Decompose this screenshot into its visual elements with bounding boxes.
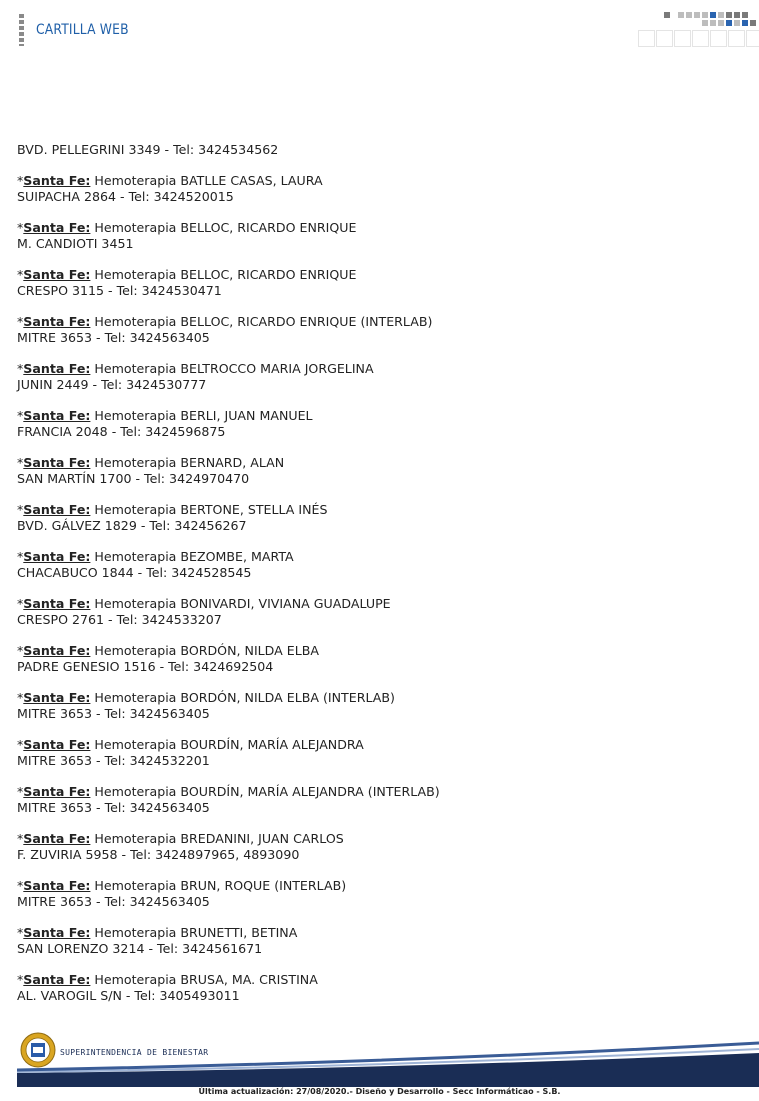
entry-specialty: Hemoterapia BELLOC, RICARDO ENRIQUE xyxy=(94,219,357,235)
entry-title-line: *Santa Fe: Hemoterapia BORDÓN, NILDA ELBA (INTERLAB) xyxy=(17,689,395,705)
page-header xyxy=(0,0,759,60)
entry-address: M. CANDIOTI 3451 xyxy=(17,236,134,251)
entry-title-line: *Santa Fe: Hemoterapia BELLOC, RICARDO ENRIQUE xyxy=(17,219,357,235)
list-item xyxy=(17,220,737,253)
entry-address: FRANCIA 2048 - Tel: 3424596875 xyxy=(17,424,226,439)
entry-title-line: *Santa Fe: Hemoterapia BORDÓN, NILDA ELBA xyxy=(17,642,319,658)
list-item xyxy=(17,314,737,347)
entry-title-line: *Santa Fe: Hemoterapia BERTONE, STELLA INÉS xyxy=(17,501,328,517)
entry-province: Santa Fe: xyxy=(23,642,91,658)
entry-address: CHACABUCO 1844 - Tel: 3424528545 xyxy=(17,565,252,580)
entry-specialty: Hemoterapia BRUNETTI, BETINA xyxy=(94,924,298,940)
page-footer xyxy=(0,1025,759,1101)
list-item xyxy=(17,831,737,864)
entry-province: Santa Fe: xyxy=(23,407,91,423)
entry-title-line: *Santa Fe: Hemoterapia BERLI, JUAN MANUEL xyxy=(17,407,313,423)
entry-province: Santa Fe: xyxy=(23,595,91,611)
listing-entries xyxy=(17,173,737,1005)
page-title: CARTILLA WEB xyxy=(36,22,129,38)
entry-specialty: Hemoterapia BEZOMBE, MARTA xyxy=(94,548,294,564)
seal-logo-icon xyxy=(20,1032,56,1068)
entry-address: SUIPACHA 2864 - Tel: 3424520015 xyxy=(17,189,234,204)
entry-province: Santa Fe: xyxy=(23,924,91,940)
entry-address: MITRE 3653 - Tel: 3424563405 xyxy=(17,800,210,815)
entry-specialty: Hemoterapia BORDÓN, NILDA ELBA xyxy=(94,642,319,658)
entry-specialty: Hemoterapia BRUSA, MA. CRISTINA xyxy=(94,971,318,987)
list-item xyxy=(17,408,737,441)
entry-specialty: Hemoterapia BRUN, ROQUE (INTERLAB) xyxy=(94,877,347,893)
entry-specialty: Hemoterapia BELTROCCO MARIA JORGELINA xyxy=(94,360,374,376)
entry-specialty: Hemoterapia BERNARD, ALAN xyxy=(94,454,285,470)
list-item xyxy=(17,361,737,394)
list-item xyxy=(17,690,737,723)
entry-address: PADRE GENESIO 1516 - Tel: 3424692504 xyxy=(17,659,274,674)
entry-specialty: Hemoterapia BELLOC, RICARDO ENRIQUE (INTERLAB) xyxy=(94,313,433,329)
entry-province: Santa Fe: xyxy=(23,172,91,188)
list-item xyxy=(17,972,737,1005)
list-item xyxy=(17,455,737,488)
entry-title-line: *Santa Fe: Hemoterapia BELLOC, RICARDO ENRIQUE (INTERLAB) xyxy=(17,313,433,329)
entry-province: Santa Fe: xyxy=(23,783,91,799)
footer-update-text: Última actualización: 27/08/2020.- Diseño y Desarrollo - Secc Informáticao - S.B. xyxy=(198,1087,561,1096)
entry-address: MITRE 3653 - Tel: 3424563405 xyxy=(17,706,210,721)
list-item xyxy=(17,737,737,770)
entry-province: Santa Fe: xyxy=(23,219,91,235)
entry-title-line: *Santa Fe: Hemoterapia BRUN, ROQUE (INTERLAB) xyxy=(17,877,347,893)
entry-specialty: Hemoterapia BOURDÍN, MARÍA ALEJANDRA xyxy=(94,736,364,752)
entry-specialty: Hemoterapia BONIVARDI, VIVIANA GUADALUPE xyxy=(94,595,391,611)
entry-address: AL. VAROGIL S/N - Tel: 3405493011 xyxy=(17,988,240,1003)
entry-address: BVD. GÁLVEZ 1829 - Tel: 342456267 xyxy=(17,518,247,533)
entry-address: JUNIN 2449 - Tel: 3424530777 xyxy=(17,377,207,392)
entry-address: F. ZUVIRIA 5958 - Tel: 3424897965, 4893090 xyxy=(17,847,300,862)
list-item xyxy=(17,878,737,911)
list-item xyxy=(17,549,737,582)
footer-org-name: SUPERINTENDENCIA DE BIENESTAR xyxy=(60,1048,209,1057)
list-item xyxy=(17,643,737,676)
list-item xyxy=(17,502,737,535)
entry-address: MITRE 3653 - Tel: 3424563405 xyxy=(17,894,210,909)
list-item xyxy=(17,925,737,958)
entry-address: CRESPO 3115 - Tel: 3424530471 xyxy=(17,283,222,298)
header-bar-icon xyxy=(19,14,24,46)
entry-province: Santa Fe: xyxy=(23,313,91,329)
entry-title-line: *Santa Fe: Hemoterapia BOURDÍN, MARÍA ALEJANDRA xyxy=(17,736,364,752)
entry-province: Santa Fe: xyxy=(23,266,91,282)
entry-province: Santa Fe: xyxy=(23,971,91,987)
entry-province: Santa Fe: xyxy=(23,830,91,846)
entry-province: Santa Fe: xyxy=(23,454,91,470)
entry-province: Santa Fe: xyxy=(23,736,91,752)
entry-title-line: *Santa Fe: Hemoterapia BRUNETTI, BETINA xyxy=(17,924,298,940)
pixel-pattern-icon xyxy=(634,12,759,48)
entry-title-line: *Santa Fe: Hemoterapia BONIVARDI, VIVIANA GUADALUPE xyxy=(17,595,391,611)
entry-specialty: Hemoterapia BORDÓN, NILDA ELBA (INTERLAB) xyxy=(94,689,395,705)
entry-address: MITRE 3653 - Tel: 3424532201 xyxy=(17,753,210,768)
entry-province: Santa Fe: xyxy=(23,548,91,564)
entry-title-line: *Santa Fe: Hemoterapia BELTROCCO MARIA JORGELINA xyxy=(17,360,374,376)
entry-specialty: Hemoterapia BREDANINI, JUAN CARLOS xyxy=(94,830,344,846)
list-item xyxy=(17,784,737,817)
entry-title-line: *Santa Fe: Hemoterapia BELLOC, RICARDO ENRIQUE xyxy=(17,266,357,282)
entry-address: SAN LORENZO 3214 - Tel: 3424561671 xyxy=(17,941,263,956)
entry-address: MITRE 3653 - Tel: 3424563405 xyxy=(17,330,210,345)
listing-content xyxy=(17,142,737,1019)
entry-specialty: Hemoterapia BERLI, JUAN MANUEL xyxy=(94,407,313,423)
list-item xyxy=(17,173,737,206)
entry-title-line: *Santa Fe: Hemoterapia BREDANINI, JUAN CARLOS xyxy=(17,830,344,846)
entry-specialty: Hemoterapia BELLOC, RICARDO ENRIQUE xyxy=(94,266,357,282)
entry-title-line: *Santa Fe: Hemoterapia BATLLE CASAS, LAURA xyxy=(17,172,323,188)
entry-specialty: Hemoterapia BERTONE, STELLA INÉS xyxy=(94,501,328,517)
entry-specialty: Hemoterapia BATLLE CASAS, LAURA xyxy=(94,172,323,188)
entry-province: Santa Fe: xyxy=(23,689,91,705)
footer-wave-icon xyxy=(17,1039,759,1087)
entry-title-line: *Santa Fe: Hemoterapia BOURDÍN, MARÍA ALEJANDRA (INTERLAB) xyxy=(17,783,440,799)
entry-title-line: *Santa Fe: Hemoterapia BRUSA, MA. CRISTINA xyxy=(17,971,318,987)
listing-first-line: BVD. PELLEGRINI 3349 - Tel: 3424534562 xyxy=(17,142,279,157)
entry-province: Santa Fe: xyxy=(23,360,91,376)
list-item xyxy=(17,267,737,300)
entry-title-line: *Santa Fe: Hemoterapia BEZOMBE, MARTA xyxy=(17,548,294,564)
entry-address: SAN MARTÍN 1700 - Tel: 3424970470 xyxy=(17,471,250,486)
list-item xyxy=(17,596,737,629)
entry-province: Santa Fe: xyxy=(23,501,91,517)
entry-address: CRESPO 2761 - Tel: 3424533207 xyxy=(17,612,222,627)
entry-province: Santa Fe: xyxy=(23,877,91,893)
entry-title-line: *Santa Fe: Hemoterapia BERNARD, ALAN xyxy=(17,454,285,470)
entry-specialty: Hemoterapia BOURDÍN, MARÍA ALEJANDRA (INTERLAB) xyxy=(94,783,440,799)
